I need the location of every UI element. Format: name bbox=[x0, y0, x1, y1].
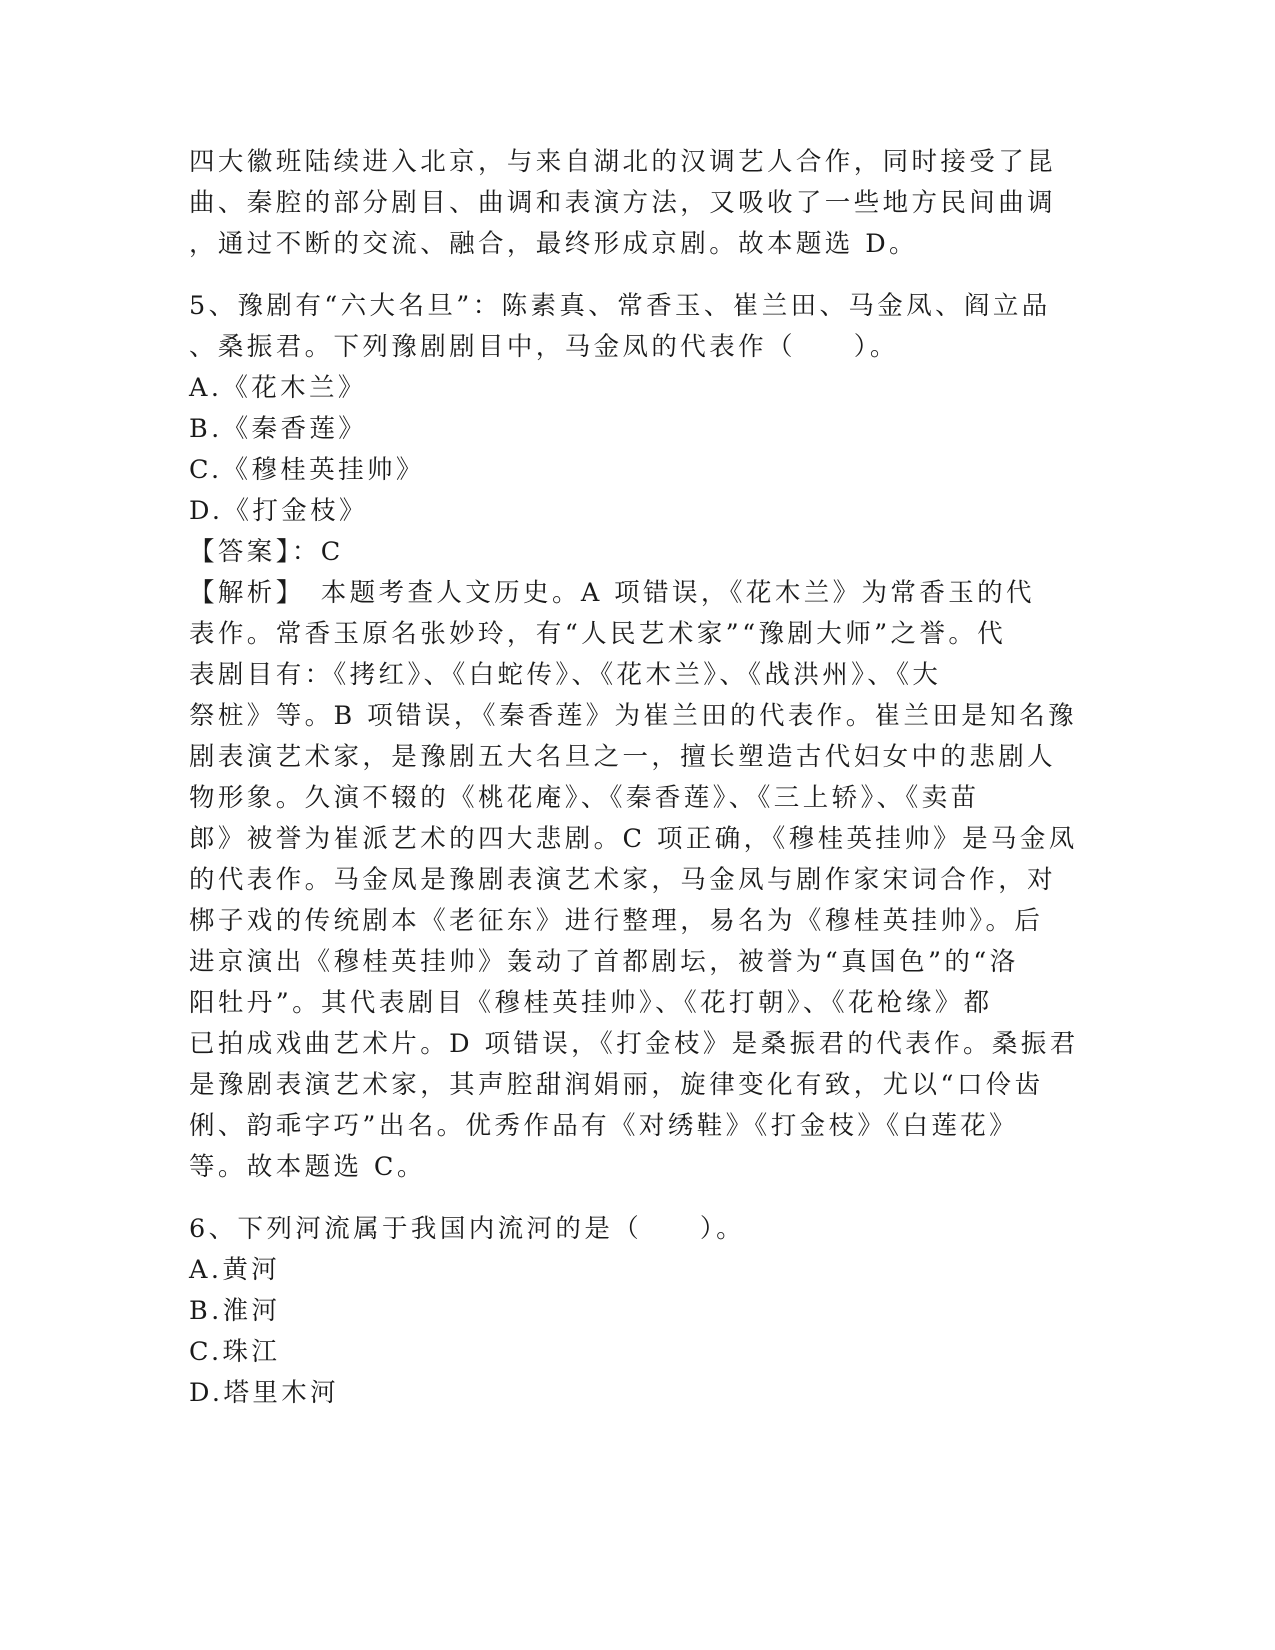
question-5-analysis: 剧表演艺术家，是豫剧五大名旦之一，擅长塑造古代妇女中的悲剧人 bbox=[189, 742, 1057, 772]
question-5-analysis: 表作。常香玉原名张妙玲，有“人民艺术家”“豫剧大师”之誉。代 bbox=[189, 619, 1007, 649]
question-5-analysis: 的代表作。马金凤是豫剧表演艺术家，马金凤与剧作家宋词合作，对 bbox=[189, 865, 1057, 895]
question-5-analysis: 祭桩》等。B 项错误，《秦香莲》为崔兰田的代表作。崔兰田是知名豫 bbox=[189, 701, 1077, 731]
question-5-option-c: C.《穆桂英挂帅》 bbox=[189, 455, 425, 485]
question-5-stem: 、桑振君。下列豫剧剧目中，马金凤的代表作（ ）。 bbox=[189, 332, 899, 362]
question-5-analysis: 已拍成戏曲艺术片。D 项错误，《打金枝》是桑振君的代表作。桑振君 bbox=[189, 1029, 1079, 1059]
question-5-analysis: 是豫剧表演艺术家，其声腔甜润娟丽，旋律变化有致，尤以“口伶齿 bbox=[189, 1070, 1044, 1100]
question-5-analysis: 郎》被誉为崔派艺术的四大悲剧。C 项正确，《穆桂英挂帅》是马金凤 bbox=[189, 824, 1078, 854]
question-5-analysis: 俐、韵乖字巧”出名。优秀作品有《对绣鞋》《打金枝》《白莲花》 bbox=[189, 1111, 1019, 1141]
question-6-stem: 6、下列河流属于我国内流河的是（ ）。 bbox=[189, 1214, 745, 1244]
question-5-stem: 5、豫剧有“六大名旦”：陈素真、常香玉、崔兰田、马金凤、阎立品 bbox=[189, 291, 1051, 321]
question-6-option-d: D.塔里木河 bbox=[189, 1378, 340, 1408]
question-5-option-a: A.《花木兰》 bbox=[189, 373, 367, 403]
text-line: 曲、秦腔的部分剧目、曲调和表演方法，又吸收了一些地方民间曲调 bbox=[189, 188, 1057, 218]
question-5-analysis: 进京演出《穆桂英挂帅》轰动了首都剧坛，被誉为“真国色”的“洛 bbox=[189, 947, 1019, 977]
question-5-analysis: 阳牡丹”。其代表剧目《穆桂英挂帅》、《花打朝》、《花枪缘》都 bbox=[189, 988, 993, 1018]
question-5-answer: 【答案】：C bbox=[189, 537, 344, 567]
text-line: 四大徽班陆续进入北京，与来自湖北的汉调艺人合作，同时接受了昆 bbox=[189, 147, 1057, 177]
question-5-option-b: B.《秦香莲》 bbox=[189, 414, 368, 444]
question-5-analysis: 【解析】 本题考查人文历史。A 项错误，《花木兰》为常香玉的代 bbox=[189, 578, 1035, 608]
question-6-option-c: C.珠江 bbox=[189, 1337, 281, 1367]
question-6-option-a: A.黄河 bbox=[189, 1255, 281, 1285]
question-5-analysis: 表剧目有：《拷红》、《白蛇传》、《花木兰》、《战洪州》、《大 bbox=[189, 660, 942, 690]
question-5-analysis: 物形象。久演不辍的《桃花庵》、《秦香莲》、《三上轿》、《卖苗 bbox=[189, 783, 980, 813]
question-5-analysis: 等。故本题选 C。 bbox=[189, 1152, 426, 1182]
question-6-option-b: B.淮河 bbox=[189, 1296, 281, 1326]
question-5-option-d: D.《打金枝》 bbox=[189, 496, 368, 526]
question-5-analysis: 梆子戏的传统剧本《老征东》进行整理，易名为《穆桂英挂帅》。后 bbox=[189, 906, 1044, 936]
text-line: ，通过不断的交流、融合，最终形成京剧。故本题选 D。 bbox=[189, 229, 918, 259]
